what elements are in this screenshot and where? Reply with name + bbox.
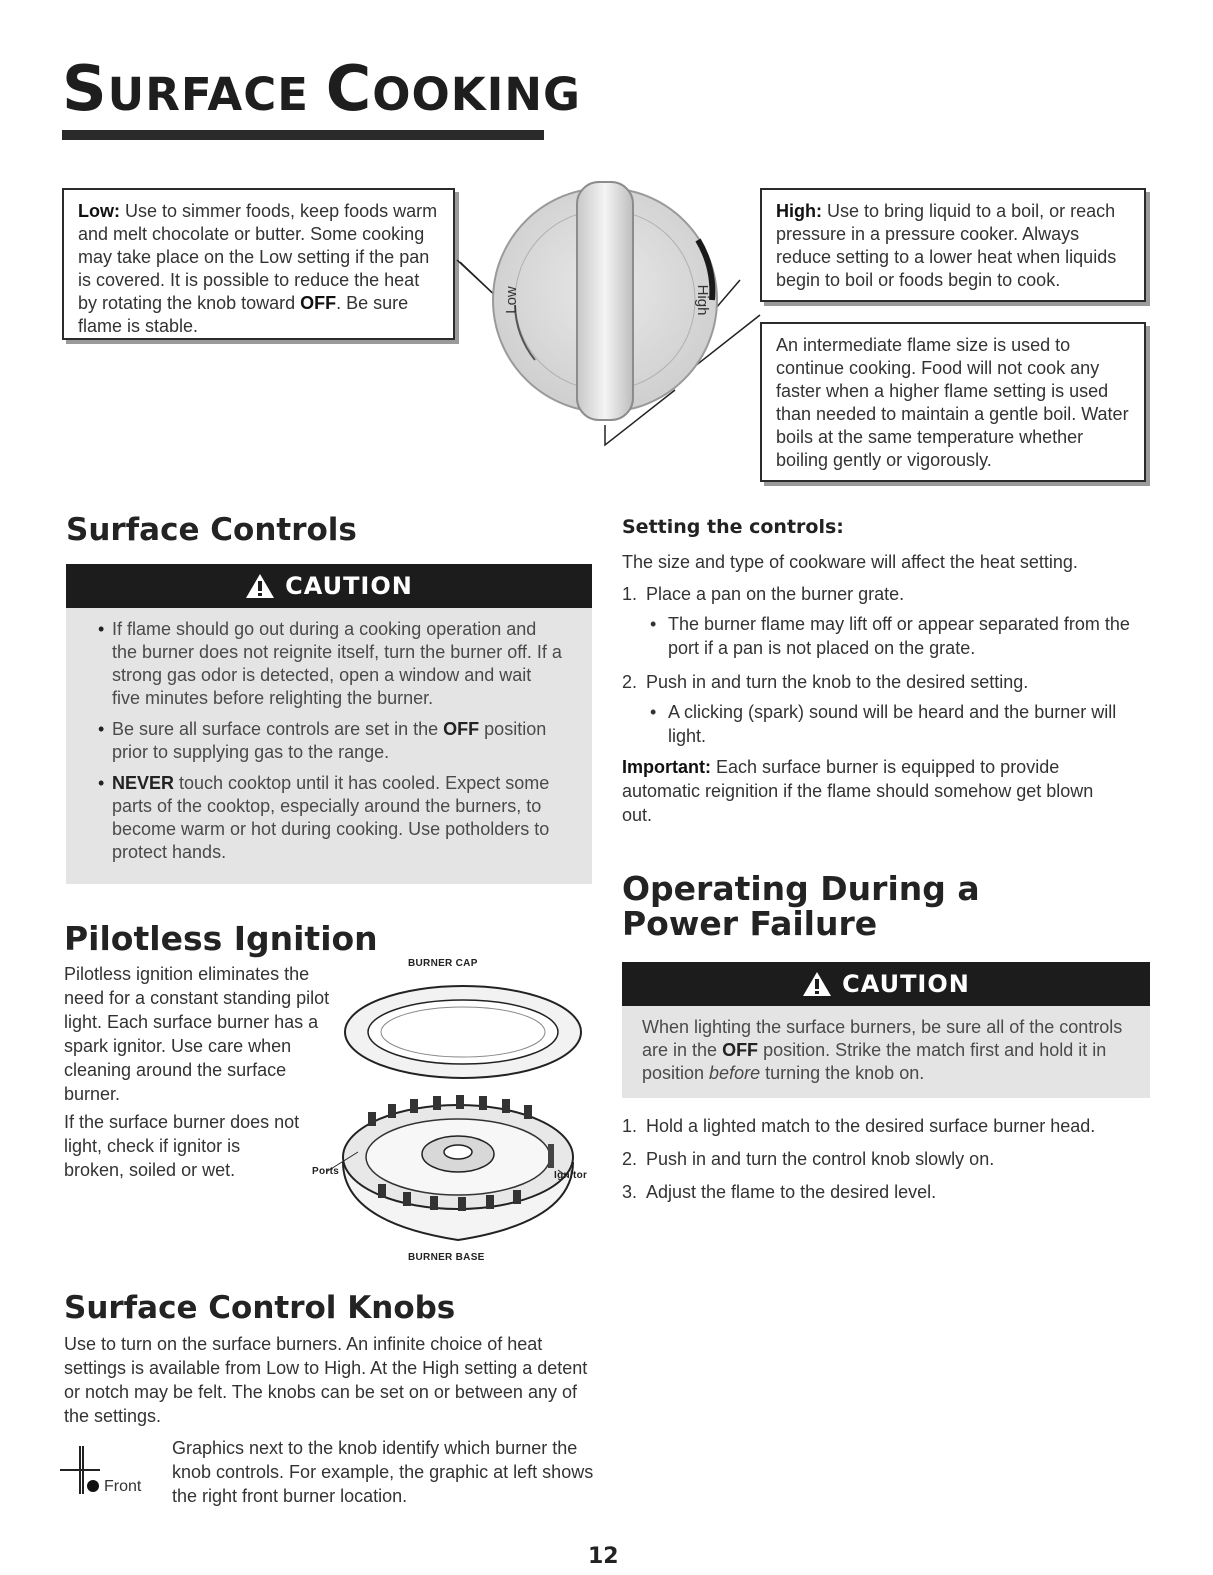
- setting-step: 1. Place a pan on the burner grate. • The burner flame may lift off or appear separated from the port if a pan is not placed on the grate.: [622, 582, 1142, 660]
- surface-control-knobs-heading: Surface Control Knobs: [64, 1290, 456, 1326]
- title-underline: [62, 130, 544, 140]
- burner-base: [343, 1095, 573, 1240]
- burner-cap-label: BURNER CAP: [408, 958, 478, 969]
- power-failure-step: 1. Hold a lighted match to the desired surface burner head.: [622, 1116, 1096, 1136]
- setting-controls-heading: Setting the controls:: [622, 516, 844, 538]
- knob-grip: [577, 182, 633, 420]
- burner-location-graphic-icon: [60, 1446, 100, 1500]
- setting-step-note: • The burner flame may lift off or appear separated from the port if a pan is not placed on the grate.: [646, 612, 1142, 660]
- power-failure-step: 2. Push in and turn the control knob slowly on.: [622, 1149, 995, 1169]
- warning-triangle-icon: [245, 573, 275, 599]
- high-setting-box: High: Use to bring liquid to a boil, or reach pressure in a pressure cooker. Always reduce setting to a lower heat when liquids begin to boil or foods begin to cook.: [760, 188, 1146, 302]
- ports-label: Ports: [312, 1166, 340, 1177]
- ignitor-label: Ignitor: [554, 1170, 588, 1181]
- page-title: SURFACE COOKING: [62, 52, 581, 125]
- burner-diagram: [318, 972, 608, 1272]
- important-note: Important: Each surface burner is equipped to provide automatic reignition if the flame should somehow get blown out.: [622, 757, 1094, 825]
- pilotless-paragraph-2: If the surface burner does not light, check if ignitor is broken, soiled or wet.: [64, 1112, 300, 1180]
- caution-item: • NEVER touch cooktop until it has cooled. Expect some parts of the cooktop, especially around the burners, to become warm or hot during cooking. Use potholders to protect hands.: [112, 772, 564, 864]
- burner-base-label: BURNER BASE: [408, 1252, 485, 1263]
- low-setting-box: Low: Use to simmer foods, keep foods warm and melt chocolate or butter. Some cooking may take place on the Low setting if the pan is covered. It is possible to reduce the heat by rotating the knob toward OFF. Be sure flame is stable.: [62, 188, 455, 340]
- caution-text: When lighting the surface burners, be sure all of the controls are in the OFF position. Strike the match first and hold it in position before turning the knob on.: [642, 1017, 1123, 1083]
- ignitor-electrode: [548, 1144, 554, 1168]
- knobs-paragraph-2: Graphics next to the knob identify which burner the knob controls. For example, the graphic at left shows the right front burner location.: [172, 1438, 594, 1506]
- setting-intro: The size and type of cookware will affect the heat setting.: [622, 552, 1078, 572]
- power-failure-step: 3. Adjust the flame to the desired level.: [622, 1182, 937, 1202]
- knobs-paragraph-1: Use to turn on the surface burners. An infinite choice of heat settings is available from Low to High. At the High setting a detent or notch may be felt. The knobs can be set on or between any of the settings.: [64, 1334, 588, 1426]
- knob-diagram: [440, 180, 780, 470]
- caution-header: CAUTION: [66, 564, 592, 608]
- warning-triangle-icon: [802, 971, 832, 997]
- surface-controls-heading: Surface Controls: [66, 512, 357, 548]
- pilotless-ignition-heading: Pilotless Ignition: [64, 919, 378, 958]
- setting-step-note: • A clicking (spark) sound will be heard and the burner will light.: [646, 700, 1142, 748]
- knob-label-high: High: [694, 284, 711, 316]
- caution-item: • If flame should go out during a cooking operation and the burner does not reignite itself, turn the burner off. If a strong gas odor is detected, open a window and wait five minutes before relighting the burner.: [112, 618, 564, 710]
- knob-label-low: Low: [503, 286, 520, 314]
- page-number: 12: [588, 1544, 619, 1569]
- burner-cap: [345, 986, 581, 1078]
- caution-box-power-failure: [622, 962, 1150, 1098]
- pilotless-paragraph-1: Pilotless ignition eliminates the need for a constant standing pilot light. Each surface burner has a spark ignitor. Use care when cleaning around the surface burner.: [64, 964, 330, 1104]
- medium-setting-box: An intermediate flame size is used to continue cooking. Food will not cook any faster when a higher flame setting is used than needed to maintain a gentle boil. Water boils at the same temperature whether boiling gently or vigorously.: [760, 322, 1146, 482]
- power-failure-steps-list: [622, 1114, 1152, 1204]
- caution-box-surface-controls: [66, 564, 592, 884]
- setting-step: 2. Push in and turn the knob to the desired setting. • A clicking (spark) sound will be heard and the burner will light.: [622, 670, 1142, 748]
- burner-graphic-label: Front: [104, 1478, 142, 1495]
- caution-header: CAUTION: [622, 962, 1150, 1006]
- power-failure-heading: Operating During a Power Failure: [622, 869, 980, 943]
- caution-item: • Be sure all surface controls are set in the OFF position prior to supplying gas to the range.: [112, 718, 564, 764]
- setting-steps-list: [622, 582, 1142, 758]
